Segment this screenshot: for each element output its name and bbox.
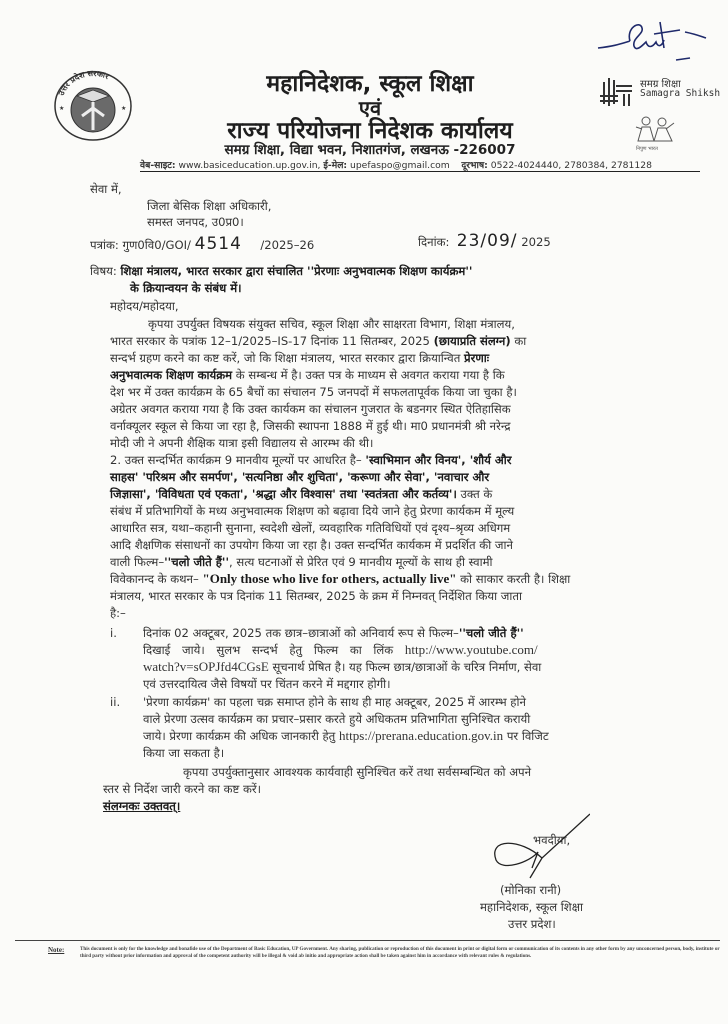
header-divider [140, 171, 700, 172]
date-label: दिनांक: [418, 235, 450, 249]
email-link[interactable]: upefaspo@gmail.com [350, 160, 450, 171]
prerana-bold: प्रेरणाः [464, 351, 490, 365]
patrank-prefix: गुण0वि0/GOI/ [122, 238, 191, 252]
para2-line6: आदि शैक्षणिक संसाधनों का उपयोग किया जा रहा है। उक्त सन्दर्भित कार्यकम में प्रदर्शित की जाने [110, 538, 513, 552]
para2-line1 [110, 452, 512, 469]
samagra-logo-english: Samagra Shiksh [640, 88, 721, 99]
youtube-link-part2[interactable]: watch?v=sOPJfd4CGsE [143, 659, 269, 674]
item-ii-line3-a: जाये। प्रेरणा कार्यक्रम की अधिक जानकारी हेतु [143, 729, 336, 743]
para2-line7-b: , सत्य घटनाओं से प्रेरित एवं 9 मानवीय मूल्यों के साथ ही स्वामी [229, 555, 493, 569]
para2-line4: संबंध में प्रतिभागियों के मध्य अनुभवात्मक शिक्षण को बढ़ावा दिये जाने हेतु प्रेरणा कार्यकम में मूल्य [110, 504, 515, 518]
item-i-line1-a: दिनांक 02 अक्टूबर, 2025 तक छात्र–छात्राओं को अनिवार्य रूप से फिल्म– [143, 626, 459, 640]
svg-text:★: ★ [121, 105, 127, 112]
prerana-website-link[interactable]: https://prerana.education.gov.in [338, 728, 504, 743]
program-name-bold: अनुभवात्मक शिक्षण कार्यक्रम [110, 368, 233, 382]
para2-line5: आधारित सत्र, यथा–कहानी सुनाना, स्वदेशी खेलों, व्यवहारिक गतिविधियों एवं दृश्य–श्रृव्य अधिगम [110, 521, 511, 535]
addressee-line2: समस्त जनपद, उ0प्र0। [147, 215, 244, 229]
item-i-line3-b: सूचनार्थ प्रेषित है। यह फिल्म छात्र/छात्राओं के चरित्र निर्माण, सेवा [272, 660, 542, 674]
values-bold-1: 'स्वाभिमान और विनय', 'शौर्य और [365, 453, 512, 467]
salutation-to: सेवा में, [90, 182, 122, 196]
item-i-marker: i. [110, 626, 117, 640]
initials-signature [590, 8, 720, 63]
letter-date [418, 233, 551, 251]
para1-line7: वर्नाक्यूलर स्कूल से किया जा रहा है, जिसकी स्थापना 1888 में हुई थी। मा0 प्रधानमंत्री श्री नरेन्द्र [110, 419, 511, 433]
para1-line2-text: भारत सरकार के पत्रांक 12–1/2025–IS-17 दिनांक 11 सितम्बर, 2025 [110, 334, 430, 348]
patrank-suffix: /2025–26 [260, 238, 315, 252]
para2-line3 [110, 486, 492, 503]
youtube-link-part1[interactable]: http://www.youtube.com/ [404, 642, 538, 657]
para1-line1: कृपया उपर्युक्त विषयक संयुक्त सचिव, स्कूल शिक्षा और साक्षरता विभाग, शिक्षा मंत्रालय, [148, 317, 515, 331]
item-ii-line2: वाले प्रेरणा उत्सव कार्यक्रम का प्रचार–प्रसार करते हुये अधिकतम प्रतिभागिता सुनिश्चित करायी [143, 712, 531, 726]
office-title-line2: एवं [358, 96, 382, 120]
phone-label: दूरभाष: [461, 160, 488, 171]
website-label: वेब-साइट: [140, 160, 176, 171]
greeting: महोदय/महोदया, [110, 299, 179, 313]
para1-line4 [110, 367, 505, 384]
para2-line8 [110, 571, 570, 588]
website-link[interactable]: www.basiceducation.up.gov.in, [178, 160, 321, 171]
para2-line10: है:– [110, 606, 126, 620]
contact-line [140, 158, 700, 171]
item-ii-line3-b: पर विजिट [506, 729, 549, 743]
para2-line2: साहस' 'परिश्रम और समर्पण', 'सत्यनिष्ठा और शुचिता', 'करूणा और सेवा', 'नवाचार और [110, 470, 490, 484]
para1-line2 [110, 333, 526, 350]
item-i-line4: एवं उत्तरदायित्व जैसे विषयों पर चिंतन करने में मद्दगार होगी। [143, 677, 391, 691]
para2-line9: मंत्रालय, भारत सरकार के पत्र दिनांक 11 सितम्बर, 2025 के क्रम में निम्नवत् निर्देशित किया जाता [110, 589, 522, 603]
nipun-bharat-logo-icon [632, 113, 676, 143]
office-title-line1: महानिदेशक, स्कूल शिक्षा [266, 71, 474, 97]
subject-label: विषय: [90, 264, 117, 278]
patrank-label: पत्रांक: [90, 238, 119, 252]
para1-line8: मोदी जी ने अपनी शैक्षिक यात्रा इसी विद्यालय से आरम्भ की थी। [110, 436, 374, 450]
subject-text1: शिक्षा मंत्रालय, भारत सरकार द्वारा संचालित ''प्रेरणाः अनुभवात्मक शिक्षण कार्यक्रम'' [120, 264, 473, 278]
para2-line8-b: को साकार करती है। शिक्षा [460, 572, 571, 586]
vivekananda-quote: "Only those who live for others, actually live" [202, 571, 457, 586]
item-i-line3 [143, 659, 541, 676]
office-address: समग्र शिक्षा, विद्या भवन, निशातगंज, लखनऊ -226007 [224, 142, 516, 158]
note-label: Note: [48, 946, 65, 954]
para1-line2-end: का [514, 334, 527, 348]
para2-line8-a: विवेकानन्द के कथन– [110, 572, 199, 586]
samagra-logo-hindi: समग्र शिक्षा [640, 79, 681, 90]
nipun-bharat-label: निपुण भारत [636, 146, 658, 152]
addressee-line1: जिला बेसिक शिक्षा अधिकारी, [147, 199, 272, 213]
item-ii-line1: 'प्रेरणा कार्यक्रम' का पहला चक्र समाप्त होने के साथ ही माह अक्टूबर, 2025 में आरम्भ होने [143, 695, 526, 709]
values-bold-3: जिज्ञासा', 'विविधता एवं एकता', 'श्रद्धा और विश्वास' तथा 'स्वतंत्रता और कर्तव्य'। [110, 487, 457, 501]
para1-line3-text: सन्दर्भ ग्रहण करने का कष्ट करें, जो कि शिक्षा मंत्रालय, भारत सरकार द्वारा क्रियान्वित [110, 351, 461, 365]
para2-line7 [110, 554, 493, 571]
reference-number [90, 236, 314, 254]
item-i-line1 [143, 625, 524, 642]
handwritten-signature [480, 808, 590, 883]
patrank-number-handwritten: 4514 [194, 234, 242, 254]
para2-line1-text: 2. उक्त सन्दर्भित कार्यक्रम 9 मानवीय मूल्यों पर आधरित है– [110, 453, 362, 467]
signatory-designation: महानिदेशक, स्कूल शिक्षा [480, 900, 584, 914]
para2-line7-a: वाली फिल्म– [110, 555, 165, 569]
note-text: This document is only for the knowledge and bonafide use of the Department of Basic Education, UP Government. Any sharing, publication or reproduction of this document in print or digital form or communication of its contents in any other form by any unconcerned person, body, institute or third party without prior information and approval of the competent authority will be illegal & void ab initio and appropriate action shall be taken against him in accordance with relevant rules & regulations. [80, 946, 720, 960]
office-title-line3: राज्य परियोजना निदेशक कार्यालय [227, 118, 513, 144]
item-ii-line4: किया जा सकता है। [143, 746, 225, 760]
para2-line3-text: उक्त के [460, 487, 493, 501]
item-i-line2-a: दिखाई जाये। सुलभ सन्दर्भ हेतु फिल्म का लिंक [143, 643, 394, 657]
date-year: 2025 [521, 235, 551, 249]
film-title-bold: ''चलो जीते हैं'' [164, 555, 229, 569]
subject-line2: के क्रियान्वयन के संबंध में। [130, 281, 242, 295]
valediction: भवदीया, [533, 833, 571, 847]
closing-line1: कृपया उपर्युक्तानुसार आवश्यक कार्यवाही सुनिश्चित करें तथा सर्वसम्बन्धित को अपने [183, 765, 532, 779]
para1-line6: अग्रेतर अवगत कराया गया है कि उक्त कार्यकम का संचालन गुजरात के बडनगर स्थित ऐतिहासिक [110, 402, 511, 416]
samagra-shiksha-logo-icon [596, 76, 636, 110]
up-government-emblem [52, 68, 134, 144]
para1-line3 [110, 350, 489, 367]
enclosure-note-bold: (छायाप्रति संलग्न) [433, 334, 511, 348]
closing-line2: स्तर से निर्देश जारी करने का कष्ट करें। [103, 782, 262, 796]
svg-text:★: ★ [59, 105, 65, 112]
email-label: ई-मेल: [323, 160, 348, 171]
signatory-name: (मोनिका रानी) [500, 883, 562, 897]
footer-divider [15, 940, 720, 941]
date-handwritten: 23/09/ [456, 231, 518, 251]
subject-line1 [90, 263, 472, 280]
item-i-line2 [143, 642, 538, 659]
enclosure-line: संलग्नकः उक्तवत्। [103, 799, 181, 813]
para1-line5: देश भर में उक्त कार्यक्रम के 65 बैचों का संचालन 75 जनपदों में सफलतापूर्वक किया जा चुका है। [110, 385, 517, 399]
para1-line4-text: के सम्बन्ध में है। उक्त पत्र के माध्यम से अवगत कराया गया है कि [235, 368, 505, 382]
item-i-film-title: ''चलो जीते हैं'' [458, 626, 524, 640]
svg-text:उत्तर प्रदेश सरकार: उत्तर प्रदेश सरकार [56, 68, 111, 97]
signatory-state: उत्तर प्रदेश। [508, 917, 556, 931]
phone-numbers: 0522-4024440, 2780384, 2781128 [490, 160, 652, 171]
item-ii-line3 [143, 728, 549, 745]
item-ii-marker: ii. [110, 695, 121, 709]
